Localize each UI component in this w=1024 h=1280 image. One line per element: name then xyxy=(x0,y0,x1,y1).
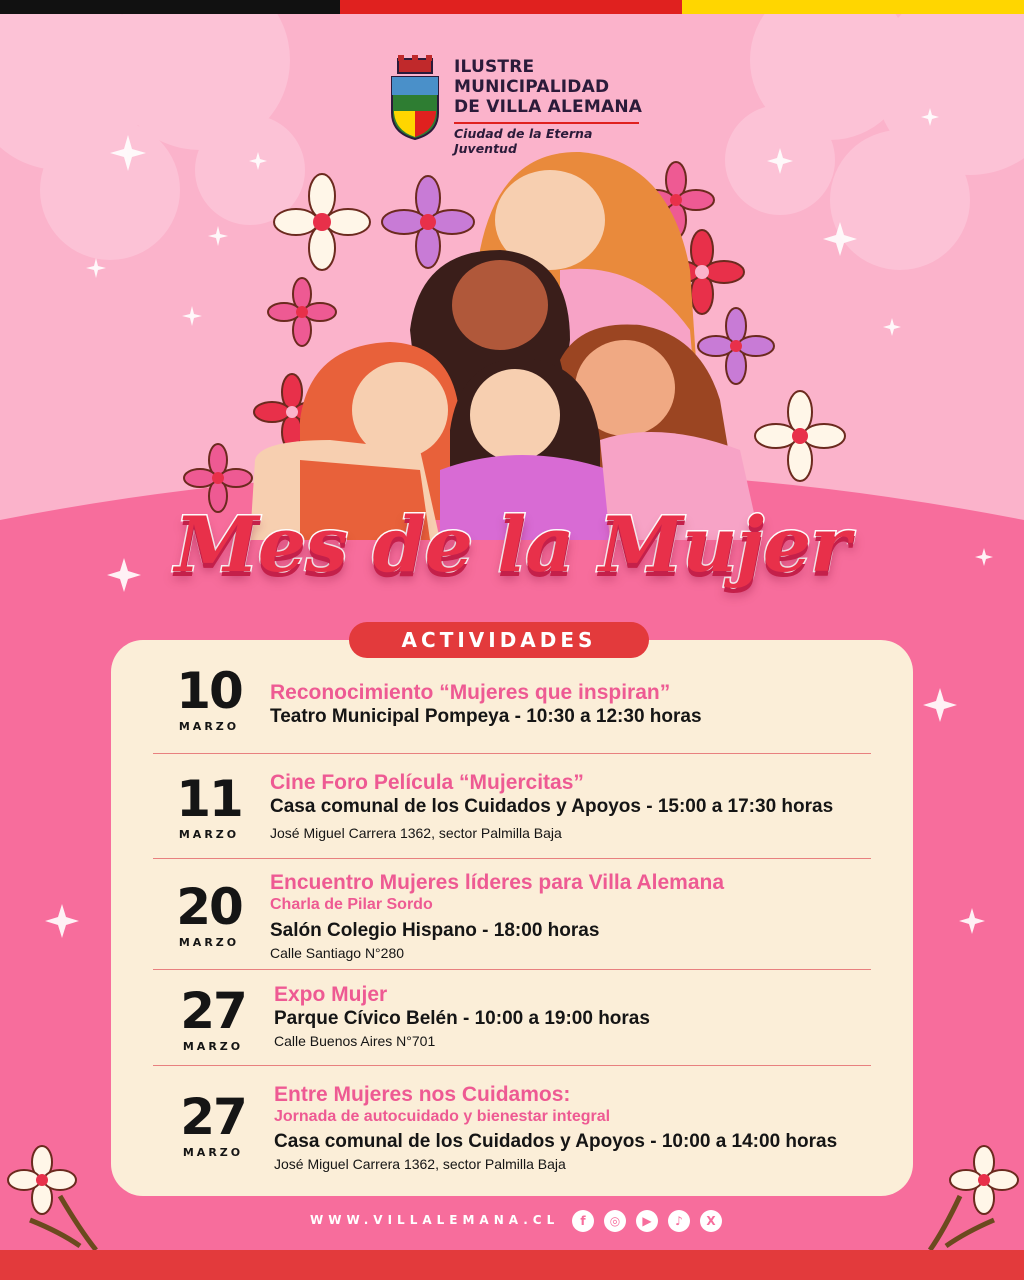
event-info xyxy=(274,1082,837,1174)
youtube-icon[interactable]: ▶ xyxy=(636,1210,658,1232)
event-month: MARZO xyxy=(178,936,240,949)
divider xyxy=(153,969,871,970)
event-address: José Miguel Carrera 1362, sector Palmilla Baja xyxy=(274,1156,566,1172)
event-title: Encuentro Mujeres líderes para Villa Alemana xyxy=(270,871,725,894)
event-month: MARZO xyxy=(182,1040,244,1053)
website-link[interactable]: WWW.VILLALEMANA.CL xyxy=(310,1213,560,1227)
event-title: Cine Foro Película “Mujercitas” xyxy=(270,771,584,794)
event-title: Reconocimiento “Mujeres que inspiran” xyxy=(270,681,671,704)
instagram-icon[interactable]: ◎ xyxy=(604,1210,626,1232)
event-info xyxy=(270,870,724,963)
event-day: 27 xyxy=(180,982,246,1040)
event-address: Calle Santiago N°280 xyxy=(270,945,405,961)
event-month: MARZO xyxy=(182,1146,244,1159)
event-info xyxy=(270,770,833,843)
facebook-icon[interactable]: f xyxy=(572,1210,594,1232)
event-day: 10 xyxy=(176,662,242,720)
event-place: Parque Cívico Belén - 10:00 a 19:00 horas xyxy=(274,1008,650,1029)
event-date xyxy=(163,1088,263,1159)
flag-stripe-yellow xyxy=(682,0,1024,14)
logo-tagline: Ciudad de la Eterna Juventud xyxy=(454,122,639,156)
event-title: Entre Mujeres nos Cuidamos: xyxy=(274,1083,571,1106)
event-address: Calle Buenos Aires N°701 xyxy=(274,1033,436,1049)
logo-line-2: MUNICIPALIDAD xyxy=(454,77,610,97)
event-date xyxy=(159,878,259,949)
event-day: 27 xyxy=(180,1088,246,1146)
divider xyxy=(153,753,871,754)
event-day: 11 xyxy=(176,770,242,828)
event-title: Expo Mujer xyxy=(274,983,388,1006)
x-icon[interactable]: X xyxy=(700,1210,722,1232)
divider xyxy=(153,858,871,859)
event-subtitle: Charla de Pilar Sordo xyxy=(270,896,433,913)
page-title: Mes de la Mujer xyxy=(174,500,850,589)
flag-stripe-black xyxy=(0,0,340,14)
activities-badge: ACTIVIDADES xyxy=(349,622,649,658)
event-place: Salón Colegio Hispano - 18:00 horas xyxy=(270,920,600,941)
event-date xyxy=(159,662,259,733)
event-month: MARZO xyxy=(178,720,240,733)
event-date xyxy=(159,770,259,841)
logo-line-3: DE VILLA ALEMANA xyxy=(454,97,643,117)
event-info xyxy=(274,982,650,1051)
activities-card xyxy=(111,640,913,1196)
event-place: Teatro Municipal Pompeya - 10:30 a 12:30 horas xyxy=(270,706,702,727)
divider xyxy=(153,1065,871,1066)
municipal-logo xyxy=(388,55,658,156)
event-address: José Miguel Carrera 1362, sector Palmilla Baja xyxy=(270,825,562,841)
event-month: MARZO xyxy=(178,828,240,841)
event-date xyxy=(163,982,263,1053)
event-subtitle: Jornada de autocuidado y bienestar integral xyxy=(274,1108,611,1125)
event-info xyxy=(270,680,702,729)
event-place: Casa comunal de los Cuidados y Apoyos - 10:00 a 14:00 horas xyxy=(274,1131,838,1152)
coat-of-arms-icon xyxy=(388,55,442,141)
bottom-bar xyxy=(0,1250,1024,1280)
event-place: Casa comunal de los Cuidados y Apoyos - 15:00 a 17:30 horas xyxy=(270,796,834,817)
logo-line-1: ILUSTRE xyxy=(454,57,535,77)
logo-text xyxy=(454,57,642,156)
event-day: 20 xyxy=(176,878,242,936)
flag-stripe-red xyxy=(340,0,682,14)
tiktok-icon[interactable]: ♪ xyxy=(668,1210,690,1232)
